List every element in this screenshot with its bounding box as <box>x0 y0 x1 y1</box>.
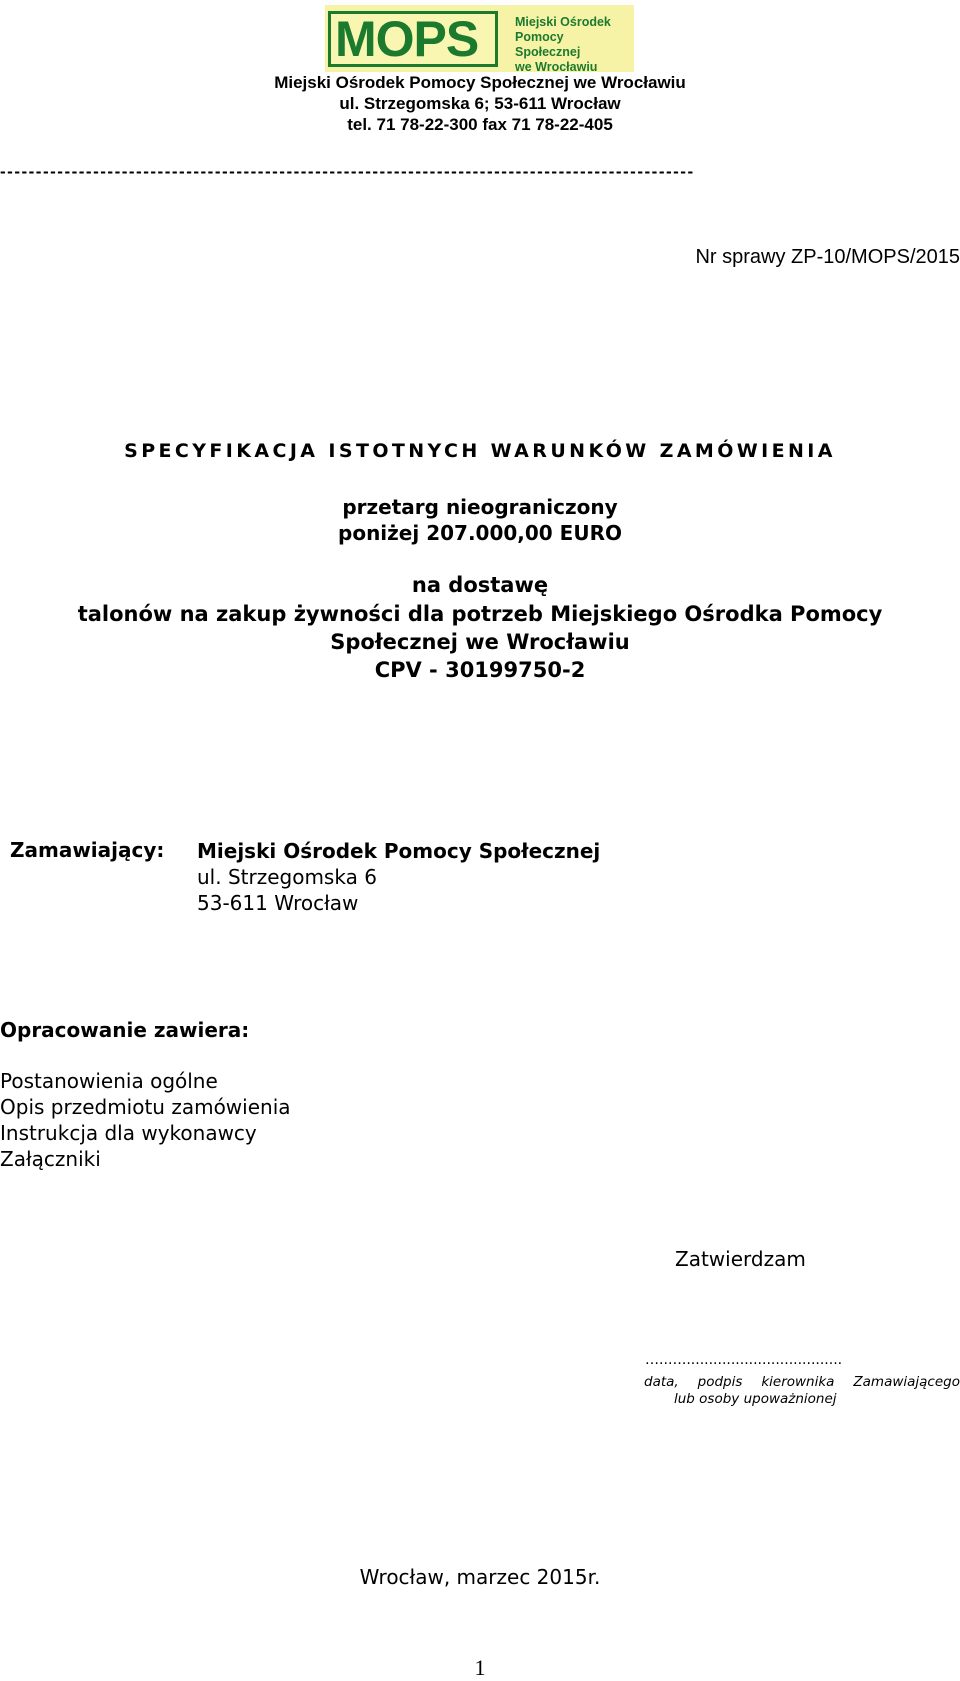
ordering-party-name: Miejski Ośrodek Pomocy Społecznej <box>197 839 601 863</box>
logo-subtitle-line-3: we Wrocławiu <box>515 60 598 72</box>
logo-mark-text: MOPS <box>335 11 479 67</box>
ordering-party-label: Zamawiający: <box>10 838 165 862</box>
logo-subtitle-line-2: Pomocy Społecznej <box>515 30 581 59</box>
header-contact: tel. 71 78-22-300 fax 71 78-22-405 <box>347 115 613 134</box>
ordering-party-city: 53-611 Wrocław <box>197 891 359 915</box>
signature-note-line-2: lub osoby upoważnionej <box>674 1391 837 1407</box>
case-number: Nr sprawy ZP-10/MOPS/2015 <box>695 246 960 268</box>
procedure-threshold: poniżej 207.000,00 EURO <box>338 521 622 545</box>
cpv-code: CPV - 30199750-2 <box>374 658 586 682</box>
contents-item: Postanowienia ogólne <box>0 1069 218 1093</box>
contents-list <box>0 1068 291 1172</box>
subject-line-2: Społecznej we Wrocławiu <box>330 630 630 654</box>
signature-note-line-1: data, podpis kierownika Zamawiającego <box>644 1374 960 1390</box>
header-separator: ------------------------------------------------------------------------------------------------- <box>0 162 695 181</box>
header-address: ul. Strzegomska 6; 53-611 Wrocław <box>339 94 621 113</box>
place-and-date: Wrocław, marzec 2015r. <box>359 1565 601 1589</box>
header-institution: Miejski Ośrodek Pomocy Społecznej we Wrocławiu <box>274 73 686 92</box>
mops-logo <box>325 5 634 72</box>
contents-item: Instrukcja dla wykonawcy <box>0 1121 257 1145</box>
contents-heading: Opracowanie zawiera: <box>0 1018 250 1042</box>
logo-subtitle <box>515 15 630 72</box>
ordering-party-street: ul. Strzegomska 6 <box>197 865 377 889</box>
logo-subtitle-line-1: Miejski Ośrodek <box>515 15 611 29</box>
signature-note <box>644 1374 960 1408</box>
page-number: 1 <box>474 1655 486 1680</box>
ordering-party-details <box>197 838 600 916</box>
document-title: SPECYFIKACJA ISTOTNYCH WARUNKÓW ZAMÓWIENIA <box>124 440 836 462</box>
logo-mark-box <box>328 11 498 67</box>
approval-label: Zatwierdzam <box>675 1247 806 1271</box>
procedure-type: przetarg nieograniczony <box>342 495 618 519</box>
contents-item: Opis przedmiotu zamówienia <box>0 1095 291 1119</box>
subject-intro: na dostawę <box>411 573 549 597</box>
subject-line-1: talonów na zakup żywności dla potrzeb Miejskiego Ośrodka Pomocy <box>77 602 883 626</box>
signature-dots: …..….................................... <box>645 1352 843 1368</box>
contents-item: Załączniki <box>0 1147 101 1171</box>
